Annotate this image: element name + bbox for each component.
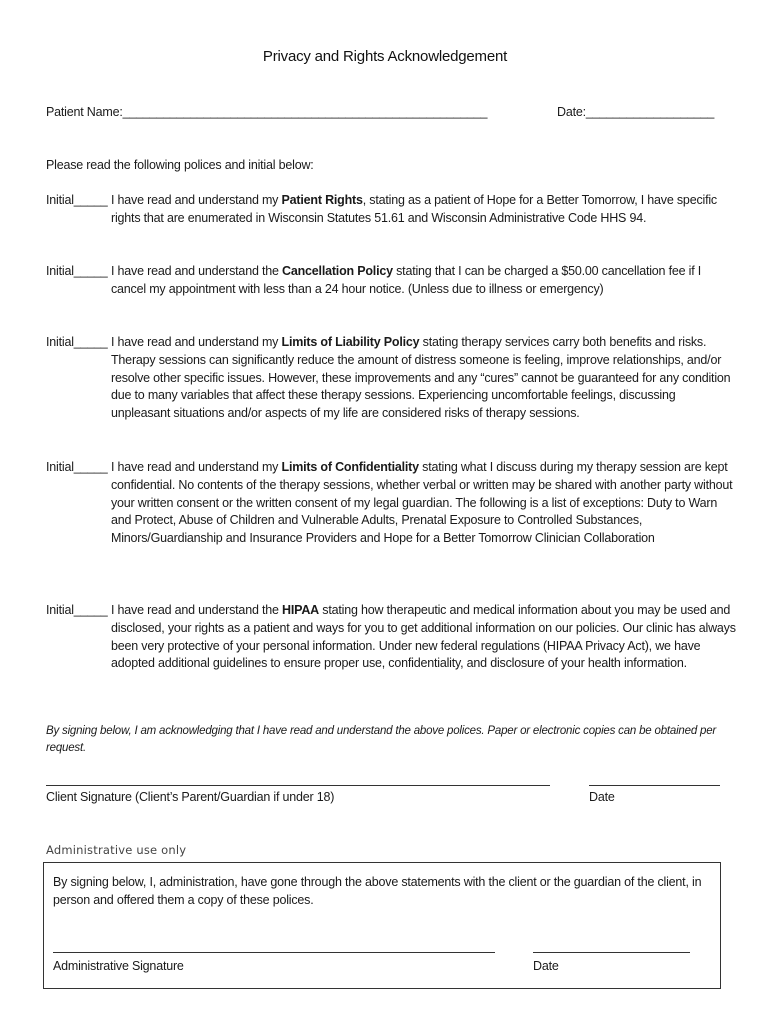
acknowledgement-text: By signing below, I am acknowledging that I have read and understand the above polices. Paper or electronic copies can be obtained per request. [46, 725, 717, 754]
policy-title: Limits of Confidentiality [281, 460, 419, 474]
admin-date-label: Date [533, 959, 559, 973]
policy-text: I have read and understand my Limits of Confidentiality stating what I discuss during my therapy session are kept confidential. No contents of the therapy sessions, whether verbal or written may be shared with another party without your written consent or the written consent of my legal guardian. The following is a list of exceptions: Duty to Warn and Protect, Abuse of Children and Vulnerable Adults, Prenatal Exposure to Controlled Substances, Minors/Guardianship and Insurance Providers and Hope for a Better Tomorrow Clinician Collaboration [111, 460, 733, 546]
document-title: Privacy and Rights Acknowledgement [262, 48, 508, 65]
admin-section-box [43, 862, 721, 989]
date-field[interactable]: Date:___________________ [557, 105, 715, 119]
policy-cancellation [46, 263, 736, 299]
policy-title: Limits of Liability Policy [281, 335, 420, 349]
policy-limits-of-liability [46, 334, 736, 423]
client-signature-line[interactable] [46, 785, 550, 786]
admin-signature-label: Administrative Signature [53, 959, 184, 973]
policy-patient-rights [46, 192, 736, 228]
initial-field[interactable]: Initial_____ [46, 193, 108, 207]
patient-name-field[interactable]: Patient Name:______________________________________________________ [46, 105, 488, 119]
policy-hipaa [46, 602, 736, 673]
admin-use-label: Administrative use only [46, 843, 187, 857]
client-date-line[interactable] [589, 785, 720, 786]
policy-text: I have read and understand the Cancellation Policy stating that I can be charged a $50.00 cancellation fee if I cancel my appointment with less than a 24 hour notice. (Unless due to illness or emergency) [111, 264, 702, 296]
admin-signature-line[interactable] [53, 952, 495, 953]
initial-field[interactable]: Initial_____ [46, 460, 108, 474]
initial-field[interactable]: Initial_____ [46, 603, 108, 617]
policy-title: HIPAA [282, 603, 319, 617]
admin-statement: By signing below, I, administration, have gone through the above statements with the client or the guardian of the client, in person and offered them a copy of these polices. [53, 875, 702, 907]
policy-limits-of-confidentiality [46, 459, 736, 548]
policy-title: Patient Rights [281, 193, 363, 207]
initial-field[interactable]: Initial_____ [46, 264, 108, 278]
instructions-text: Please read the following polices and initial below: [46, 158, 314, 172]
client-signature-label: Client Signature (Client’s Parent/Guardian if under 18) [46, 790, 335, 804]
policy-title: Cancellation Policy [282, 264, 393, 278]
admin-date-line[interactable] [533, 952, 690, 953]
client-date-label: Date [589, 790, 615, 804]
policy-text: I have read and understand my Limits of Liability Policy stating therapy services carry both benefits and risks. Therapy sessions can significantly reduce the amount of distress someone is feeling, improve relationships, and/or resolve other specific issues. However, these improvements and any “cures” cannot be guaranteed for any condition due to many variables that affect these therapy sessions. Experiencing uncomfortable feelings, discussing unpleasant situations and/or aspects of my life are considered risks of therapy sessions. [111, 335, 731, 421]
policy-text: I have read and understand my Patient Rights, stating as a patient of Hope for a Better Tomorrow, I have specific rights that are enumerated in Wisconsin Statutes 51.61 and Wisconsin Administrative Code HHS 94. [111, 193, 717, 225]
initial-field[interactable]: Initial_____ [46, 335, 108, 349]
policy-text: I have read and understand the HIPAA stating how therapeutic and medical information about you may be used and disclosed, your rights as a patient and ways for you to get additional information on our policies. Our clinic has always been very protective of your personal information. Under new federal regulations (HIPAA Privacy Act), we have adopted additional guidelines to ensure proper use, confidentiality, and disclosure of your health information. [111, 603, 736, 671]
